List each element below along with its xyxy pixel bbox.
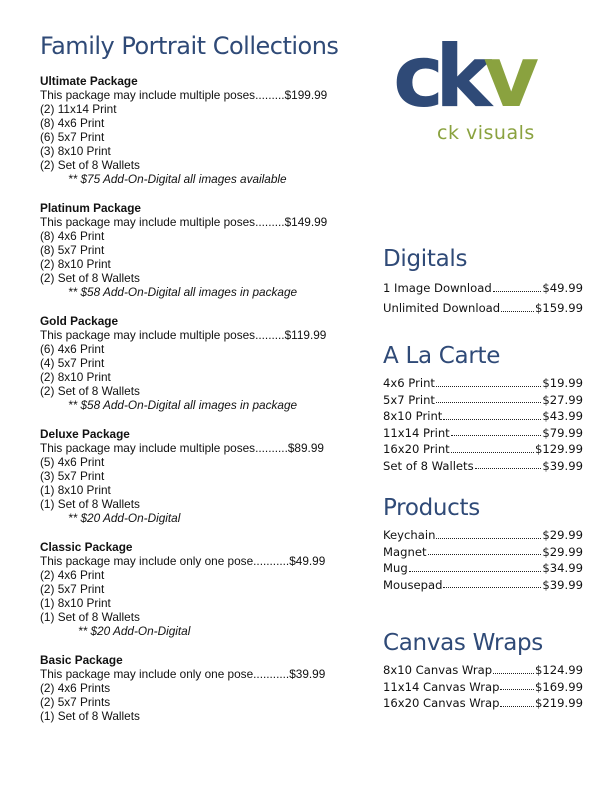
price-row: Magnet $29.99: [383, 544, 583, 559]
price-row: Keychain $29.99: [383, 528, 583, 542]
package-name: Basic Package: [40, 653, 123, 667]
package-item: (8) 5x7 Print: [40, 243, 105, 257]
package-item: (2) Set of 8 Wallets: [40, 158, 140, 172]
logo-subtitle: ck visuals: [437, 122, 535, 144]
package-item: (8) 4x6 Print: [40, 229, 105, 243]
price-row: 11x14 Canvas Wrap $169.99: [383, 679, 583, 694]
price-row: 8x10 Print $43.99: [383, 409, 583, 423]
canvas-wraps-section: [383, 630, 583, 712]
price-row: 4x6 Print $19.99: [383, 376, 583, 390]
products-section: [383, 495, 583, 593]
price-row: Mug $34.99: [383, 561, 583, 575]
package-addon: ** $58 Add-On-Digital all images in package: [68, 398, 298, 412]
price-row: 5x7 Print $27.99: [383, 392, 583, 407]
package-item: (8) 4x6 Print: [40, 116, 105, 130]
price-row: 8x10 Canvas Wrap $124.99: [383, 663, 583, 677]
package-item: (4) 5x7 Print: [40, 356, 105, 370]
package-item: (1) 8x10 Print: [40, 483, 111, 497]
package-item: (1) Set of 8 Wallets: [40, 497, 140, 511]
package-item: (1) Set of 8 Wallets: [40, 610, 140, 624]
package-basic: [40, 653, 360, 723]
package-platinum: [40, 201, 360, 299]
package-item: (5) 4x6 Print: [40, 455, 105, 469]
package-item: (2) 8x10 Print: [40, 370, 111, 384]
package-item: (3) 5x7 Print: [40, 469, 105, 483]
package-name: Gold Package: [40, 314, 119, 328]
logo-letter-v: v: [483, 40, 531, 122]
package-name: Classic Package: [40, 540, 133, 554]
package-ultimate: [40, 74, 360, 186]
package-item: (2) Set of 8 Wallets: [40, 271, 140, 285]
price-row: 11x14 Print $79.99: [383, 425, 583, 440]
package-item: (6) 5x7 Print: [40, 130, 105, 144]
package-classic: [40, 540, 360, 638]
section-title: Products: [383, 495, 480, 521]
logo-letters-ck: ck: [393, 40, 484, 122]
package-description: This package may include multiple poses.........$149.99: [40, 215, 328, 229]
package-price: $89.99: [287, 441, 324, 455]
price-row: 1 Image Download $49.99: [383, 278, 583, 298]
page-title: Family Portrait Collections: [40, 32, 339, 60]
package-price: $39.99: [289, 667, 326, 681]
package-description: This package may include only one pose...........$49.99: [40, 554, 326, 568]
section-title: Digitals: [383, 246, 468, 272]
section-title: Canvas Wraps: [383, 630, 543, 656]
package-addon: ** $75 Add-On-Digital all images available: [68, 172, 287, 186]
package-deluxe: [40, 427, 360, 525]
package-description: This package may include multiple poses.........$119.99: [40, 328, 327, 342]
package-addon: ** $58 Add-On-Digital all images in package: [68, 285, 298, 299]
package-price: $199.99: [284, 88, 328, 102]
package-item: (3) 8x10 Print: [40, 144, 111, 158]
svg-text:ckv: [393, 40, 538, 122]
package-item: (2) 4x6 Prints: [40, 681, 111, 695]
package-item: (2) 11x14 Print: [40, 102, 117, 116]
price-row: Unlimited Download $159.99: [383, 298, 583, 318]
package-description: This package may include only one pose...........$39.99: [40, 667, 326, 681]
package-name: Deluxe Package: [40, 427, 130, 441]
package-addon: ** $20 Add-On-Digital: [78, 624, 191, 638]
package-item: (2) 5x7 Print: [40, 582, 105, 596]
price-row: Mousepad $39.99: [383, 577, 583, 592]
package-name: Platinum Package: [40, 201, 141, 215]
package-price: $119.99: [284, 328, 327, 342]
package-item: (1) 8x10 Print: [40, 596, 111, 610]
price-row: Set of 8 Wallets $39.99: [383, 458, 583, 473]
package-price: $149.99: [284, 215, 328, 229]
package-price: $49.99: [289, 554, 326, 568]
package-list: [40, 74, 360, 723]
package-item: (2) 4x6 Print: [40, 568, 105, 582]
package-gold: [40, 314, 360, 412]
package-item: (2) 5x7 Prints: [40, 695, 111, 709]
package-item: (2) 8x10 Print: [40, 257, 111, 271]
price-row: 16x20 Print $129.99: [383, 442, 583, 456]
ckv-logo-mark: [393, 40, 565, 122]
package-addon: ** $20 Add-On-Digital: [68, 511, 181, 525]
price-row: 16x20 Canvas Wrap $219.99: [383, 696, 583, 710]
a-la-carte-section: [383, 343, 583, 474]
package-description: This package may include multiple poses.........$199.99: [40, 88, 328, 102]
package-item: (1) Set of 8 Wallets: [40, 709, 140, 723]
package-item: (6) 4x6 Print: [40, 342, 105, 356]
package-item: (2) Set of 8 Wallets: [40, 384, 140, 398]
package-name: Ultimate Package: [40, 74, 138, 88]
ck-visuals-logo: [393, 40, 565, 150]
section-title: A La Carte: [383, 343, 501, 369]
digitals-section: [383, 246, 583, 318]
package-description: This package may include multiple poses..........$89.99: [40, 441, 324, 455]
